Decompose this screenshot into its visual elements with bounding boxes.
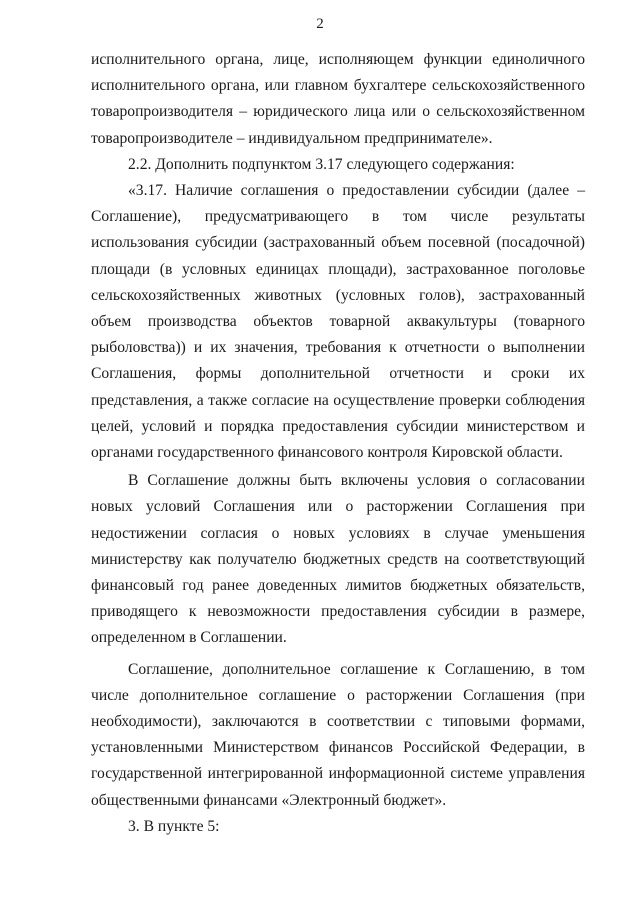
paragraph-item-3: 3. В пункте 5: [128,817,220,835]
paragraph-agreement-forms: Соглашение, дополнительное соглашение к Соглашению, в том числе дополнительное соглашение о расторжении Соглашения (при необходимости), заключаются в соответствии с типовыми формами, установленными Министерством финансов Российской Федерации, в государственной интегрированной информационной системе управления общественными финансами «Электронный бюджет». [91,660,585,809]
paragraph-amendment-2-2: 2.2. Дополнить подпунктом 3.17 следующего содержания: [128,155,515,173]
paragraph-continuation: исполнительного органа, лице, исполняющем функции единоличного исполнительного органа, или главном бухгалтере сельскохозяйственного товаропроизводителя – юридического лица или о сельскохозяйственном товаропроизводителе – индивидуальном предпринимателе». [91,51,585,147]
page-number: 2 [316,16,324,32]
paragraph-agreement-conditions: В Соглашение должны быть включены условия о согласовании новых условий Соглашения или о расторжении Соглашения при недостижении согласия о новых условиях в случае уменьшения министерству как получателю бюджетных средств на соответствующий финансовый год ранее доведенных лимитов бюджетных обязательств, приводящего к невозможности предоставления субсидии в размере, определенном в Соглашении. [91,472,585,647]
document-body [91,47,585,840]
paragraph-subclause-3-17: «3.17. Наличие соглашения о предоставлении субсидии (далее – Соглашение), предусматривающего в том числе результаты использования субсидии (застрахованный объем посевной (посадочной) площади (в условных единицах площади), застрахованное поголовье сельскохозяйственных животных (условных голов), застрахованный объем производства объектов товарной аквакультуры (товарного рыболовства)) и их значения, требования к отчетности о выполнении Соглашения, формы дополнительной отчетности и сроки их представления, а также согласие на осуществление проверки соблюдения целей, условий и порядка предоставления субсидии министерством и органами государственного финансового контроля Кировской области. [91,182,585,462]
